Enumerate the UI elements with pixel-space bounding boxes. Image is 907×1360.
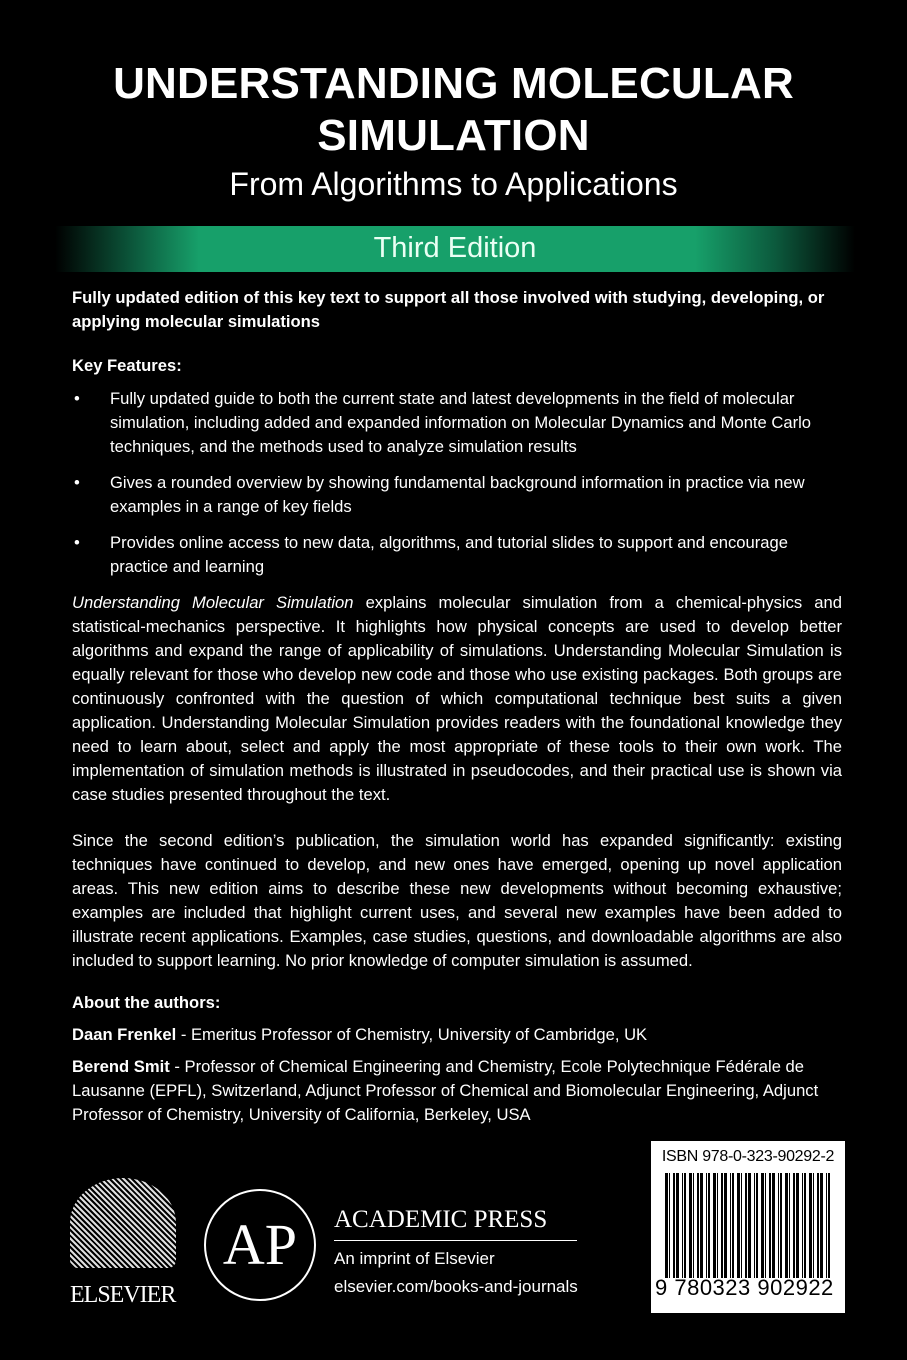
barcode-bar [721,1173,723,1278]
elsevier-logo [70,1170,180,1320]
barcode-bar [730,1173,731,1278]
blurb [72,286,842,1127]
barcode-bar [676,1173,679,1278]
author-name: Daan Frenkel [72,1025,177,1044]
barcode-bar [669,1173,670,1278]
list-item [72,387,842,459]
barcode-bar [828,1173,830,1278]
barcode-digits: 9 780323 902922 [655,1275,834,1300]
barcode-bar [732,1173,734,1278]
isbn-text: ISBN 978-0-323-90292-2 [661,1148,835,1165]
authors-heading: About the authors: [72,993,221,1012]
barcode-bar [813,1173,814,1278]
barcode-bar [756,1173,758,1278]
book-subtitle: From Algorithms to Applications [229,166,678,202]
imprint-text: An imprint of Elsevier [334,1249,495,1268]
barcode-bar [693,1173,694,1278]
barcode-bar [765,1173,766,1278]
barcode-bar [785,1173,788,1278]
key-features-heading: Key Features: [72,356,182,375]
barcode-bar [772,1173,775,1278]
author-entry [72,1055,842,1127]
bullet-icon: • [74,473,80,492]
barcode-bar [697,1173,699,1278]
barcode-bar [689,1173,692,1278]
barcode-bar [737,1173,740,1278]
barcode-bar [665,1173,668,1278]
author-desc: - Emeritus Professor of Chemistry, University of Cambridge, UK [176,1025,648,1044]
barcode-bar [826,1173,827,1278]
barcode-bar [769,1173,771,1278]
barcode-bar [745,1173,747,1278]
feature-list [72,387,842,579]
list-item [72,531,842,579]
barcode-bar [682,1173,683,1278]
barcode-bar [708,1173,710,1278]
book-title-italic: Understanding Molecular Simulation [72,593,354,612]
author-desc: - Professor of Chemical Engineering and Chemistry, Ecole Polytechnique Fédérale de Lausanne (EPFL), Switzerland, Adjunct Professor of Chemical and Biomolecular Engineering, Adjunct Professor of Chemistry, University of California, Berkeley, USA [72,1057,819,1124]
barcode-bar [761,1173,764,1278]
bullet-icon: • [74,389,80,408]
tree-icon [70,1178,176,1268]
barcode-bar [780,1173,782,1278]
elsevier-wordmark: ELSEVIER [70,1282,176,1308]
publisher-name: ACADEMIC PRESS [334,1206,577,1241]
author-name: Berend Smit [72,1057,170,1076]
barcode-bar [809,1173,812,1278]
barcode-bar [802,1173,803,1278]
feature-text: Gives a rounded overview by showing fundamental background information in practice via new examples in a range of key fields [110,473,805,516]
barcode-bar [804,1173,806,1278]
ap-logo: AP [204,1189,316,1301]
publisher-url: elsevier.com/books-and-journals [334,1277,578,1296]
edition-banner: Third Edition [55,226,855,272]
barcode-bars [665,1173,837,1278]
description-paragraph [72,591,842,807]
book-title: UNDERSTANDING MOLECULAR SIMULATION [113,59,794,160]
barcode-bar [754,1173,755,1278]
barcode-bar [717,1173,718,1278]
tagline: Fully updated edition of this key text to support all those involved with studying, developing, or applying molecular simulations [72,288,825,331]
feature-text: Provides online access to new data, algorithms, and tutorial slides to support and encourage practice and learning [110,533,788,576]
barcode-bar [700,1173,703,1278]
barcode-bar [713,1173,716,1278]
barcode-bar [724,1173,727,1278]
barcode-bar [793,1173,795,1278]
barcode-bar [820,1173,823,1278]
barcode-bar [684,1173,686,1278]
barcode-bar [706,1173,707,1278]
barcode-bar [748,1173,751,1278]
barcode-bar [796,1173,799,1278]
barcode-bar [789,1173,790,1278]
barcode-bar [778,1173,779,1278]
isbn-barcode [651,1141,845,1313]
barcode-bar [817,1173,819,1278]
author-entry [72,1023,842,1047]
list-item [72,471,842,519]
feature-text: Fully updated guide to both the current state and latest developments in the field of molecular simulation, including added and expanded information on Molecular Dynamics and Monte Carlo techniques, and the methods used to analyze simulation results [110,389,812,456]
description-text: explains molecular simulation from a chemical-physics and statistical-mechanics perspective. It highlights how physical concepts are used to develop better algorithms and expand the range of applicability of simulations. Understanding Molecular Simulation is equally relevant for those who develop new code and those who use existing packages. Both groups are continuously confronted with the question of which computational technique best suits a given application. Understanding Molecular Simulation provides readers with the foundational knowledge they need to learn about, select and apply the most appropriate of these tools to their own work. The implementation of simulation methods is illustrated in pseudocodes, and their practical use is shown via case studies presented throughout the text. [72,593,842,804]
barcode-bar [741,1173,742,1278]
bullet-icon: • [74,533,80,552]
barcode-bar [673,1173,675,1278]
second-edition-paragraph: Since the second edition’s publication, the simulation world has expanded significantly: existing techniques have continued to develop, and new ones have emerged, opening up novel application areas. This new edition aims to describe these new developments without becoming exhaustive; examples are included that highlight current uses, and several new examples have been added to illustrate recent applications. Examples, case studies, questions, and downloadable algorithms are also included to support learning. No prior knowledge of computer simulation is assumed. [72,831,842,970]
